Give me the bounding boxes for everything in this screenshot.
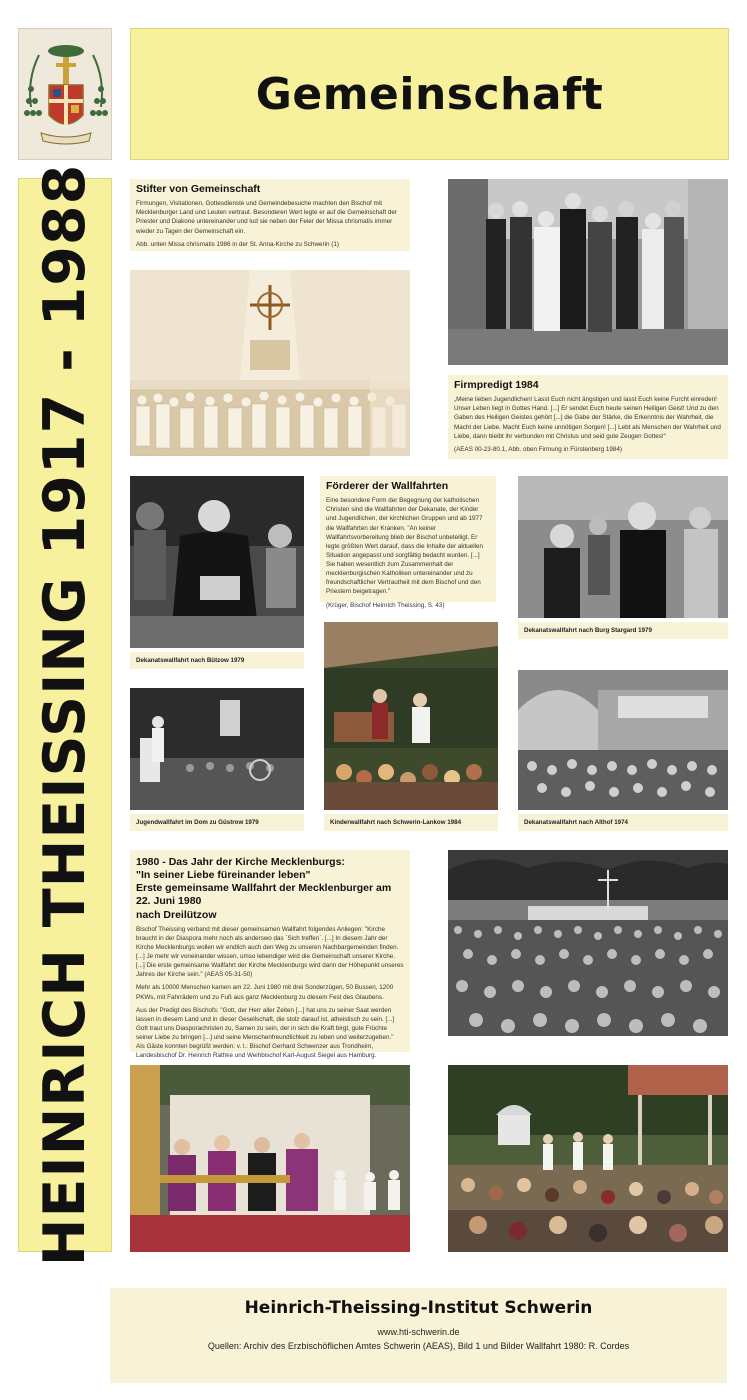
section-paragraph-3: Aus der Predigt des Bischofs: "Gott, der Herr aller Zeiten [...] hat uns zu seiner Saat werden lassen in diesem Land und in dieser Gesellschaft, die stolz darauf ist, atheistisch zu sein. [...] Gott traut uns Diasporachristen zu, Samen zu sein, der in sich die Kraft birgt, gute Früchte seiner Liebe zu bringen [...] und seine Menschenfreundlichkeit zu leben und weiterzugeben." (136, 1006, 395, 1041)
caption-guestrow: Jugendwallfahrt im Dom zu Güstrow 1979 (130, 814, 304, 831)
section-heading: Stifter von Gemeinschaft (136, 183, 261, 195)
section-note: Abb. unten Missa chrismatis 1986 in der St. Anna-Kirche zu Schwerin (1) (136, 240, 339, 248)
section-paragraph-4: Als Gäste konnten begrüßt werden: v. l.: Bischof Gerhard Schwenzer aus Trondheim, Landesbischof Dr. Heinrich Rathke und Weihbischof Karl-August Siegel aus Hamburg. (136, 1043, 377, 1060)
photo-bishops-guests (130, 1065, 410, 1252)
section-heading: Förderer der Wallfahrten (326, 480, 449, 492)
section-heading: Firmpredigt 1984 (454, 379, 539, 391)
title-banner (130, 28, 729, 160)
section-heading-line-2: "In seiner Liebe füreinander leben" (136, 869, 311, 882)
photo-firmung-fuerstenberg (448, 179, 728, 365)
section-text: Firmungen, Visitationen, Gottesdienste und Gemeindebesuche machten den Bischof mit Mecklenburger Land und Leuten vertraut. Besonderen Wert legte er auf die Gemeinschaft der Priester und Diakone untereinander und lud sie neben der Feier der Missa chrismatis immer wieder zu Tagen der Gemeinschaft ein. (136, 200, 398, 235)
caption-althof: Dekanatswallfahrt nach Althof 1974 (518, 814, 728, 831)
section-heading-line-3: Erste gemeinsame Wallfahrt der Mecklenburger am 22. Juni 1980 (136, 882, 392, 908)
page-title: Gemeinschaft (255, 68, 604, 120)
section-heading-line-1: 1980 - Das Jahr der Kirche Mecklenburgs: (136, 856, 345, 868)
photo-schwerin-lankow (324, 622, 498, 810)
side-banner (18, 163, 112, 1267)
caption-lankow: Kinderwallfahrt nach Schwerin-Lankow 1984 (324, 814, 498, 831)
section-jahr-1980 (130, 850, 410, 1060)
photo-guestrow (130, 688, 304, 810)
coat-of-arms (18, 28, 112, 160)
photo-burg-stargard (518, 476, 728, 618)
section-text: Eine besondere Form der Begegnung der katholischen Christen sind die Wallfahrten der Dekanate, der Kinder und Jugendlichen, der kirchlichen Gruppen und ab 1977 die Wallfahrten der Kranken. "An keiner Wallfahrtsvorbereitung blieb der Bischof unbeteiligt. Er legte größten Wert darauf, dass die Inhalte der aktuellen Situation angepasst und sorgfältig bedacht wurden. [...] Sie haben wesentlich zum Zusammenhalt der mecklenburgischen Katholiken untereinander und zu freundschaftlicher Vertrautheit mit dem Bischof und den Priestern beigetragen." (326, 497, 484, 596)
section-note: (AEAS 00-23-80.1, Abb. oben Firmung in Fürstenberg 1984) (454, 445, 623, 453)
caption-stargard: Dekanatswallfahrt nach Burg Stargard 1979 (518, 622, 728, 639)
photo-althof (518, 670, 728, 810)
institute-name: Heinrich-Theissing-Institut Schwerin (244, 1298, 593, 1318)
section-stifter (130, 179, 410, 251)
section-text: „Meine lieben Jugendlichen! Lasst Euch nicht ängstigen und lasst Euch keine Furcht einreden! Unser Leben liegt in Gottes Hand. [...] Er sendet Euch heute seinen Heiligen Geist! Und zu den Gaben des Heiligen Geistes gehört [...] die Gabe der Stärke, die Erkenntnis der Wahrheit, die Macht der Liebe. Macht Euch keine unnötigen Sorgen! [...] Lebt als Menschen der Wahrheit und Liebe, dann bleibt ihr verbunden mit Christus und seid gute Zeugen Gottes!“ (454, 396, 721, 440)
section-paragraph-2: Mehr als 10000 Menschen kamen am 22. Juni 1980 mit drei Sonderzügen, 50 Bussen, 1200 PKWs, mit Fahrrädern und zu Fuß aus ganz Mecklenburg zu diesem Fest des Glaubens. (136, 984, 394, 1001)
website-link[interactable]: www.hti-schwerin.de (377, 1327, 460, 1337)
section-heading-line-4: nach Dreilützow (136, 908, 217, 921)
section-paragraph-1: Bischof Theissing verband mit dieser gemeinsamen Wallfahrt folgendes Anliegen: "Kirche braucht in der Diaspora mehr noch als anderswo das `Sich treffen`. [...] In diesem Jahr der Kirche Mecklenburgs wollen wir endlich auch den Weg zu unseren Nachbargemeinden finden. [...] Je mehr wir voneinander wissen, umso lebendiger wird die Gemeinschaft unserer Kirche. [...] Die erste gemeinsame Wallfahrt der Kirche Mecklenburgs wird dann der Höhepunkt unseres Jahres der Kirche sein." (AEAS 05-31-50) (136, 925, 404, 979)
section-firmpredigt (448, 375, 728, 459)
coat-of-arms-icon (19, 29, 113, 161)
photo-missa-chrismatis (130, 270, 410, 456)
footer (110, 1288, 727, 1383)
caption-buetzow: Dekanatswallfahrt nach Bützow 1979 (130, 652, 304, 669)
sources-note: Quellen: Archiv des Erzbischöflichen Amtes Schwerin (AEAS), Bild 1 und Bilder Wallfahrt 1980: R. Cordes (207, 1341, 630, 1351)
photo-outdoor-mass (448, 1065, 728, 1252)
side-banner-title: HEINRICH THEISSING 1917 - 1988 (32, 163, 98, 1267)
section-note: (Krüger, Bischof Heinrich Theissing, S. 43) (326, 601, 445, 609)
photo-buetzow (130, 476, 304, 648)
photo-dreiluetzow-crowd (448, 850, 728, 1036)
section-foerderer (320, 476, 496, 609)
